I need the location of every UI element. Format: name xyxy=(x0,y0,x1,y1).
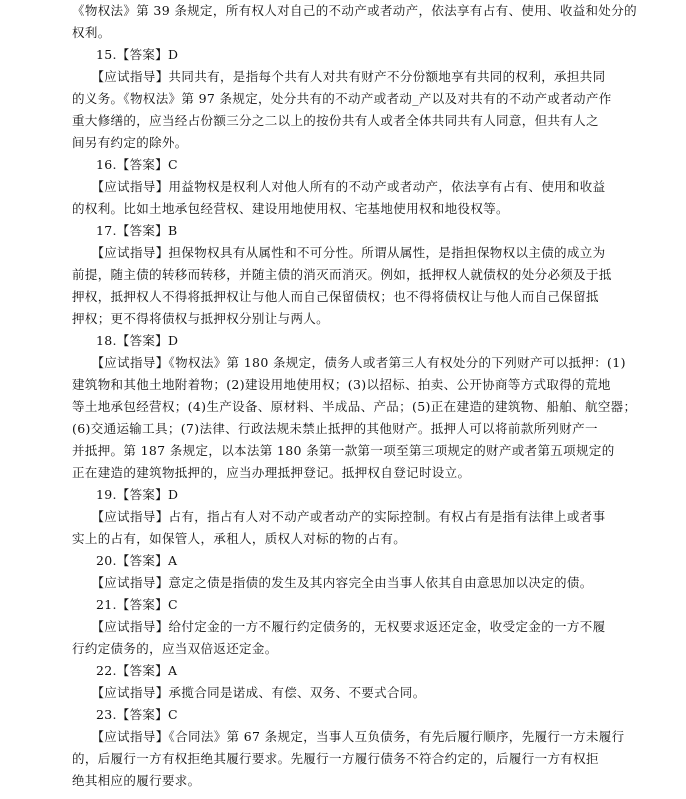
text-line: 前提，随主债的转移而转移，并随主债的消灭而消灭。例如，抵押权人就债权的处分必须及于抵 xyxy=(72,267,612,282)
text-line: 重大修缮的，应当经占份额三分之二以上的按份共有人或者全体共同共有人同意，但共有人之 xyxy=(72,113,599,128)
text-line: 《物权法》第 39 条规定，所有权人对自己的不动产或者动产，依法享有占有、使用、收益和处分的 xyxy=(72,3,637,18)
text-line: 并抵押。第 187 条规定，以本法第 180 条第一款第一项至第三项规定的财产或者第五项规定的 xyxy=(72,443,615,458)
answer-17: 17.【答案】B xyxy=(96,223,178,238)
paragraph-22-explanation xyxy=(72,682,666,704)
text-line: 【应试指导】担保物权具有从属性和不可分性。所谓从属性，是指担保物权以主债的成立为 xyxy=(72,245,606,260)
answer-22: 22.【答案】A xyxy=(96,663,178,678)
text-line: 间另有约定的除外。 xyxy=(72,135,188,150)
paragraph-16-explanation xyxy=(72,176,666,220)
paragraph-14-explanation-tail xyxy=(72,0,666,44)
text-line: 建筑物和其他土地附着物；(2)建设用地使用权；(3)以招标、拍卖、公开协商等方式取得的荒地 xyxy=(72,377,611,392)
paragraph-15-explanation xyxy=(72,66,666,154)
text-line: 的义务。《物权法》第 97 条规定，处分共有的不动产或者动_产以及对共有的不动产或者动产作 xyxy=(72,91,612,106)
paragraph-19-explanation xyxy=(72,506,666,550)
answer-18: 18.【答案】D xyxy=(96,333,179,348)
paragraph-23-explanation xyxy=(72,726,666,792)
text-line: 【应试指导】《合同法》第 67 条规定，当事人互负债务，有先后履行顺序，先履行一方未履行 xyxy=(72,729,625,744)
text-line: 行约定债务的，应当双倍返还定金。 xyxy=(72,641,278,656)
text-line: 权利。 xyxy=(72,25,111,40)
answer-16: 16.【答案】C xyxy=(96,157,178,172)
paragraph-18-explanation xyxy=(72,352,666,484)
text-line: 【应试指导】《物权法》第 180 条规定，债务人或者第三人有权处分的下列财产可以抵押：(1) xyxy=(72,355,626,370)
text-line: 正在建造的建筑物抵押的，应当办理抵押登记。抵押权自登记时设立。 xyxy=(72,465,471,480)
paragraph-17-explanation xyxy=(72,242,666,330)
text-line: 【应试指导】承揽合同是诺成、有偿、双务、不要式合同。 xyxy=(72,685,426,700)
text-line: 实上的占有，如保管人，承租人，质权人对标的物的占有。 xyxy=(72,531,407,546)
text-line: 押权，抵押权人不得将抵押权让与他人而自己保留债权；也不得将债权让与他人而自己保留抵 xyxy=(72,289,599,304)
answer-21: 21.【答案】C xyxy=(96,597,178,612)
text-line: 等土地承包经营权；(4)生产设备、原材料、半成品、产品；(5)正在建造的建筑物、船舶、航空器； xyxy=(72,399,637,414)
answer-23: 23.【答案】C xyxy=(96,707,178,722)
text-line: 的权利。比如土地承包经营权、建设用地使用权、宅基地使用权和地役权等。 xyxy=(72,201,509,216)
answer-20: 20.【答案】A xyxy=(96,553,178,568)
text-line: 押权；更不得将债权与抵押权分别让与两人。 xyxy=(72,311,330,326)
text-line: 【应试指导】占有，指占有人对不动产或者动产的实际控制。有权占有是指有法律上或者事 xyxy=(72,509,606,524)
text-line: 【应试指导】意定之债是指债的发生及其内容完全由当事人依其自由意思加以决定的债。 xyxy=(72,575,593,590)
paragraph-20-explanation xyxy=(72,572,666,594)
text-line: 绝其相应的履行要求。 xyxy=(72,773,201,788)
text-line: 【应试指导】给付定金的一方不履行约定债务的，无权要求返还定金，收受定金的一方不履 xyxy=(72,619,606,634)
text-line: 【应试指导】用益物权是权利人对他人所有的不动产或者动产，依法享有占有、使用和收益 xyxy=(72,179,606,194)
text-line: 【应试指导】共同共有，是指每个共有人对共有财产不分份额地享有共同的权利，承担共同 xyxy=(72,69,606,84)
text-line: 的，后履行一方有权拒绝其履行要求。先履行一方履行债务不符合约定的，后履行一方有权拒 xyxy=(72,751,599,766)
paragraph-21-explanation xyxy=(72,616,666,660)
text-line: (6)交通运输工具；(7)法律、行政法规未禁止抵押的其他财产。抵押人可以将前款所列财产一 xyxy=(72,421,598,436)
answer-19: 19.【答案】D xyxy=(96,487,179,502)
answer-15: 15.【答案】D xyxy=(96,47,179,62)
